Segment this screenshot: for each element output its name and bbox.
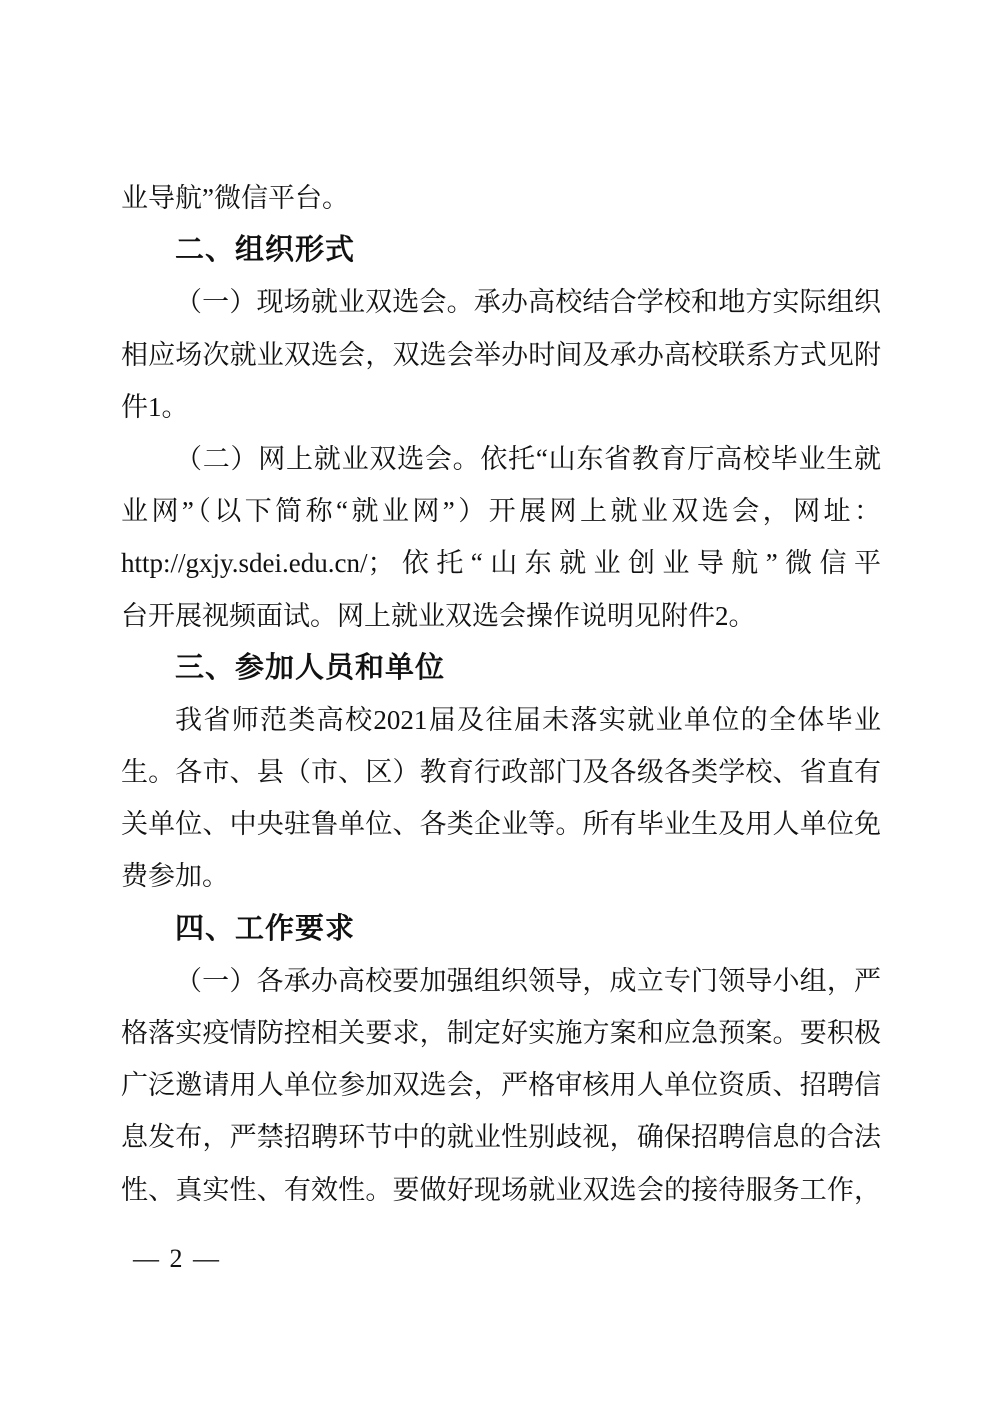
body-line: 关单位、中央驻鲁单位、各类企业等。所有毕业生及用人单位免	[121, 809, 881, 840]
page-number: — 2 —	[133, 1244, 221, 1273]
section-heading: 四、工作要求	[175, 912, 356, 945]
body-line: 我省师范类高校2021届及往届未落实就业单位的全体毕业	[175, 704, 881, 735]
body-line: 息发布，严禁招聘环节中的就业性别歧视，确保招聘信息的合法	[121, 1122, 881, 1153]
body-line: 生。各市、县（市、区）教育行政部门及各级各类学校、省直有	[121, 757, 881, 788]
body-line: 业网”（以下简称“就业网”）开展网上就业双选会，网址：	[121, 496, 881, 527]
body-line: （一）各承办高校要加强组织领导，成立专门领导小组，严	[175, 965, 881, 996]
body-line: 相应场次就业双选会，双选会举办时间及承办高校联系方式见附	[121, 339, 881, 370]
body-line: 台开展视频面试。网上就业双选会操作说明见附件2。	[121, 600, 756, 631]
body-line: （一）现场就业双选会。承办高校结合学校和地方实际组织	[175, 287, 881, 318]
body-line: （二）网上就业双选会。依托“山东省教育厅高校毕业生就	[175, 443, 881, 474]
section-heading: 三、参加人员和单位	[175, 651, 446, 684]
body-line: 广泛邀请用人单位参加双选会，严格审核用人单位资质、招聘信	[121, 1070, 881, 1101]
body-line: 性、真实性、有效性。要做好现场就业双选会的接待服务工作，	[121, 1174, 881, 1205]
body-line: http://gxjy.sdei.edu.cn/；依托“山东就业创业导航”微信平	[121, 548, 881, 579]
body-line: 费参加。	[121, 861, 229, 892]
body-line: 业导航”微信平台。	[121, 183, 349, 213]
body-line: 格落实疫情防控相关要求，制定好实施方案和应急预案。要积极	[121, 1018, 881, 1048]
section-heading: 二、组织形式	[175, 234, 356, 267]
document-body	[121, 172, 881, 1216]
body-line: 件1。	[121, 391, 189, 422]
